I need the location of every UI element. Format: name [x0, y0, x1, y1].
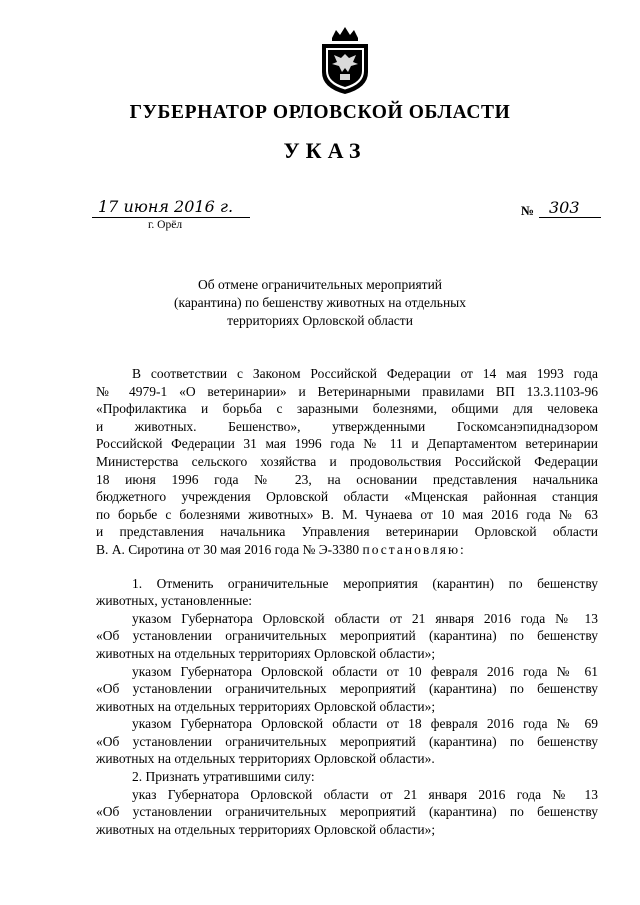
sub-item-line: указом Губернатора Орловской области от 10 февраля 2016 года № 61: [132, 663, 598, 679]
item-line: 1. Отменить ограничительные мероприятия (карантин) по бешенству: [132, 575, 598, 591]
sub-item-line: животных на отдельных территориях Орловской области»;: [96, 698, 436, 714]
decree-subject: [110, 276, 530, 330]
sub-item-line: «Об установлении ограничительных мероприятий (карантина) по бешенству: [96, 733, 598, 749]
item-2: [96, 768, 598, 838]
item-line: животных, установленные:: [96, 593, 253, 609]
sub-item-line: указ Губернатора Орловской области от 21 января 2016 года № 13: [132, 786, 598, 802]
number-sign: №: [521, 203, 535, 218]
preamble-line: по борьбе с болезнями животных» В. М. Чунаева от 10 мая 2016 года № 63: [96, 506, 598, 522]
preamble: [96, 365, 598, 559]
document-type: УКАЗ: [283, 138, 367, 163]
preamble-line: В. А. Сиротина от 30 мая 2016 года № Э-3380: [96, 541, 360, 557]
decree-word: постановляю:: [362, 541, 466, 557]
decree-body: [96, 365, 598, 838]
preamble-line: 18 июня 1996 года № 23, на основании представления начальника: [96, 471, 598, 487]
sub-item-line: «Об установлении ограничительных мероприятий (карантина) по бешенству: [96, 804, 598, 820]
sub-item-line: указом Губернатора Орловской области от 18 февраля 2016 года № 69: [132, 716, 598, 732]
sub-item-line: животных на отдельных территориях Орловской области».: [96, 751, 435, 767]
preamble-line: «Профилактика и борьба с заразными болезнями, общими для человека: [96, 401, 598, 417]
paragraph-gap: [96, 559, 598, 575]
preamble-line: и животных. Бешенство», утвержденными Госкомсанэпиднадзором: [96, 418, 598, 434]
decree-number: 303: [539, 198, 601, 218]
subject-line: территориях Орловской области: [227, 313, 413, 328]
organization-title: ГУБЕРНАТОР ОРЛОВСКОЙ ОБЛАСТИ: [129, 102, 511, 123]
sub-item-line: «Об установлении ограничительных мероприятий (карантина) по бешенству: [96, 628, 598, 644]
preamble-line: бюджетного учреждения Орловской области «Мценская районная станция: [96, 489, 598, 505]
city: г. Орёл: [148, 219, 183, 231]
oryol-coat-of-arms-icon: [318, 24, 372, 96]
item-line: 2. Признать утратившими силу:: [132, 769, 315, 785]
preamble-line: Российской Федерации 31 мая 1996 года № 11 и Департаментом ветеринарии: [96, 436, 598, 452]
preamble-line: В соответствии с Законом Российской Федерации от 14 мая 1993 года: [132, 366, 598, 381]
sub-item-line: животных на отдельных территориях Орловской области»;: [96, 645, 436, 661]
subject-line: (карантина) по бешенству животных на отдельных: [173, 295, 466, 310]
preamble-line: № 4979-1 «О ветеринарии» и Ветеринарными правилами ВП 13.3.1103-96: [96, 383, 598, 399]
sub-item-line: указом Губернатора Орловской области от 21 января 2016 года № 13: [132, 610, 598, 626]
sub-item-line: животных на отдельных территориях Орловской области»;: [96, 821, 436, 837]
preamble-line: и представления начальника Управления ветеринарии Орловской области: [96, 524, 598, 540]
decree-number-block: [521, 200, 603, 220]
preamble-line: Министерства сельского хозяйства и продовольствия Российской Федерации: [96, 453, 598, 469]
item-1: [96, 575, 598, 769]
preamble-last-line: [96, 541, 598, 559]
decree-date: 17 июня 2016 г.: [92, 196, 250, 218]
subject-line: Об отмене ограничительных мероприятий: [197, 277, 443, 292]
sub-item-line: «Об установлении ограничительных мероприятий (карантина) по бешенству: [96, 681, 598, 697]
